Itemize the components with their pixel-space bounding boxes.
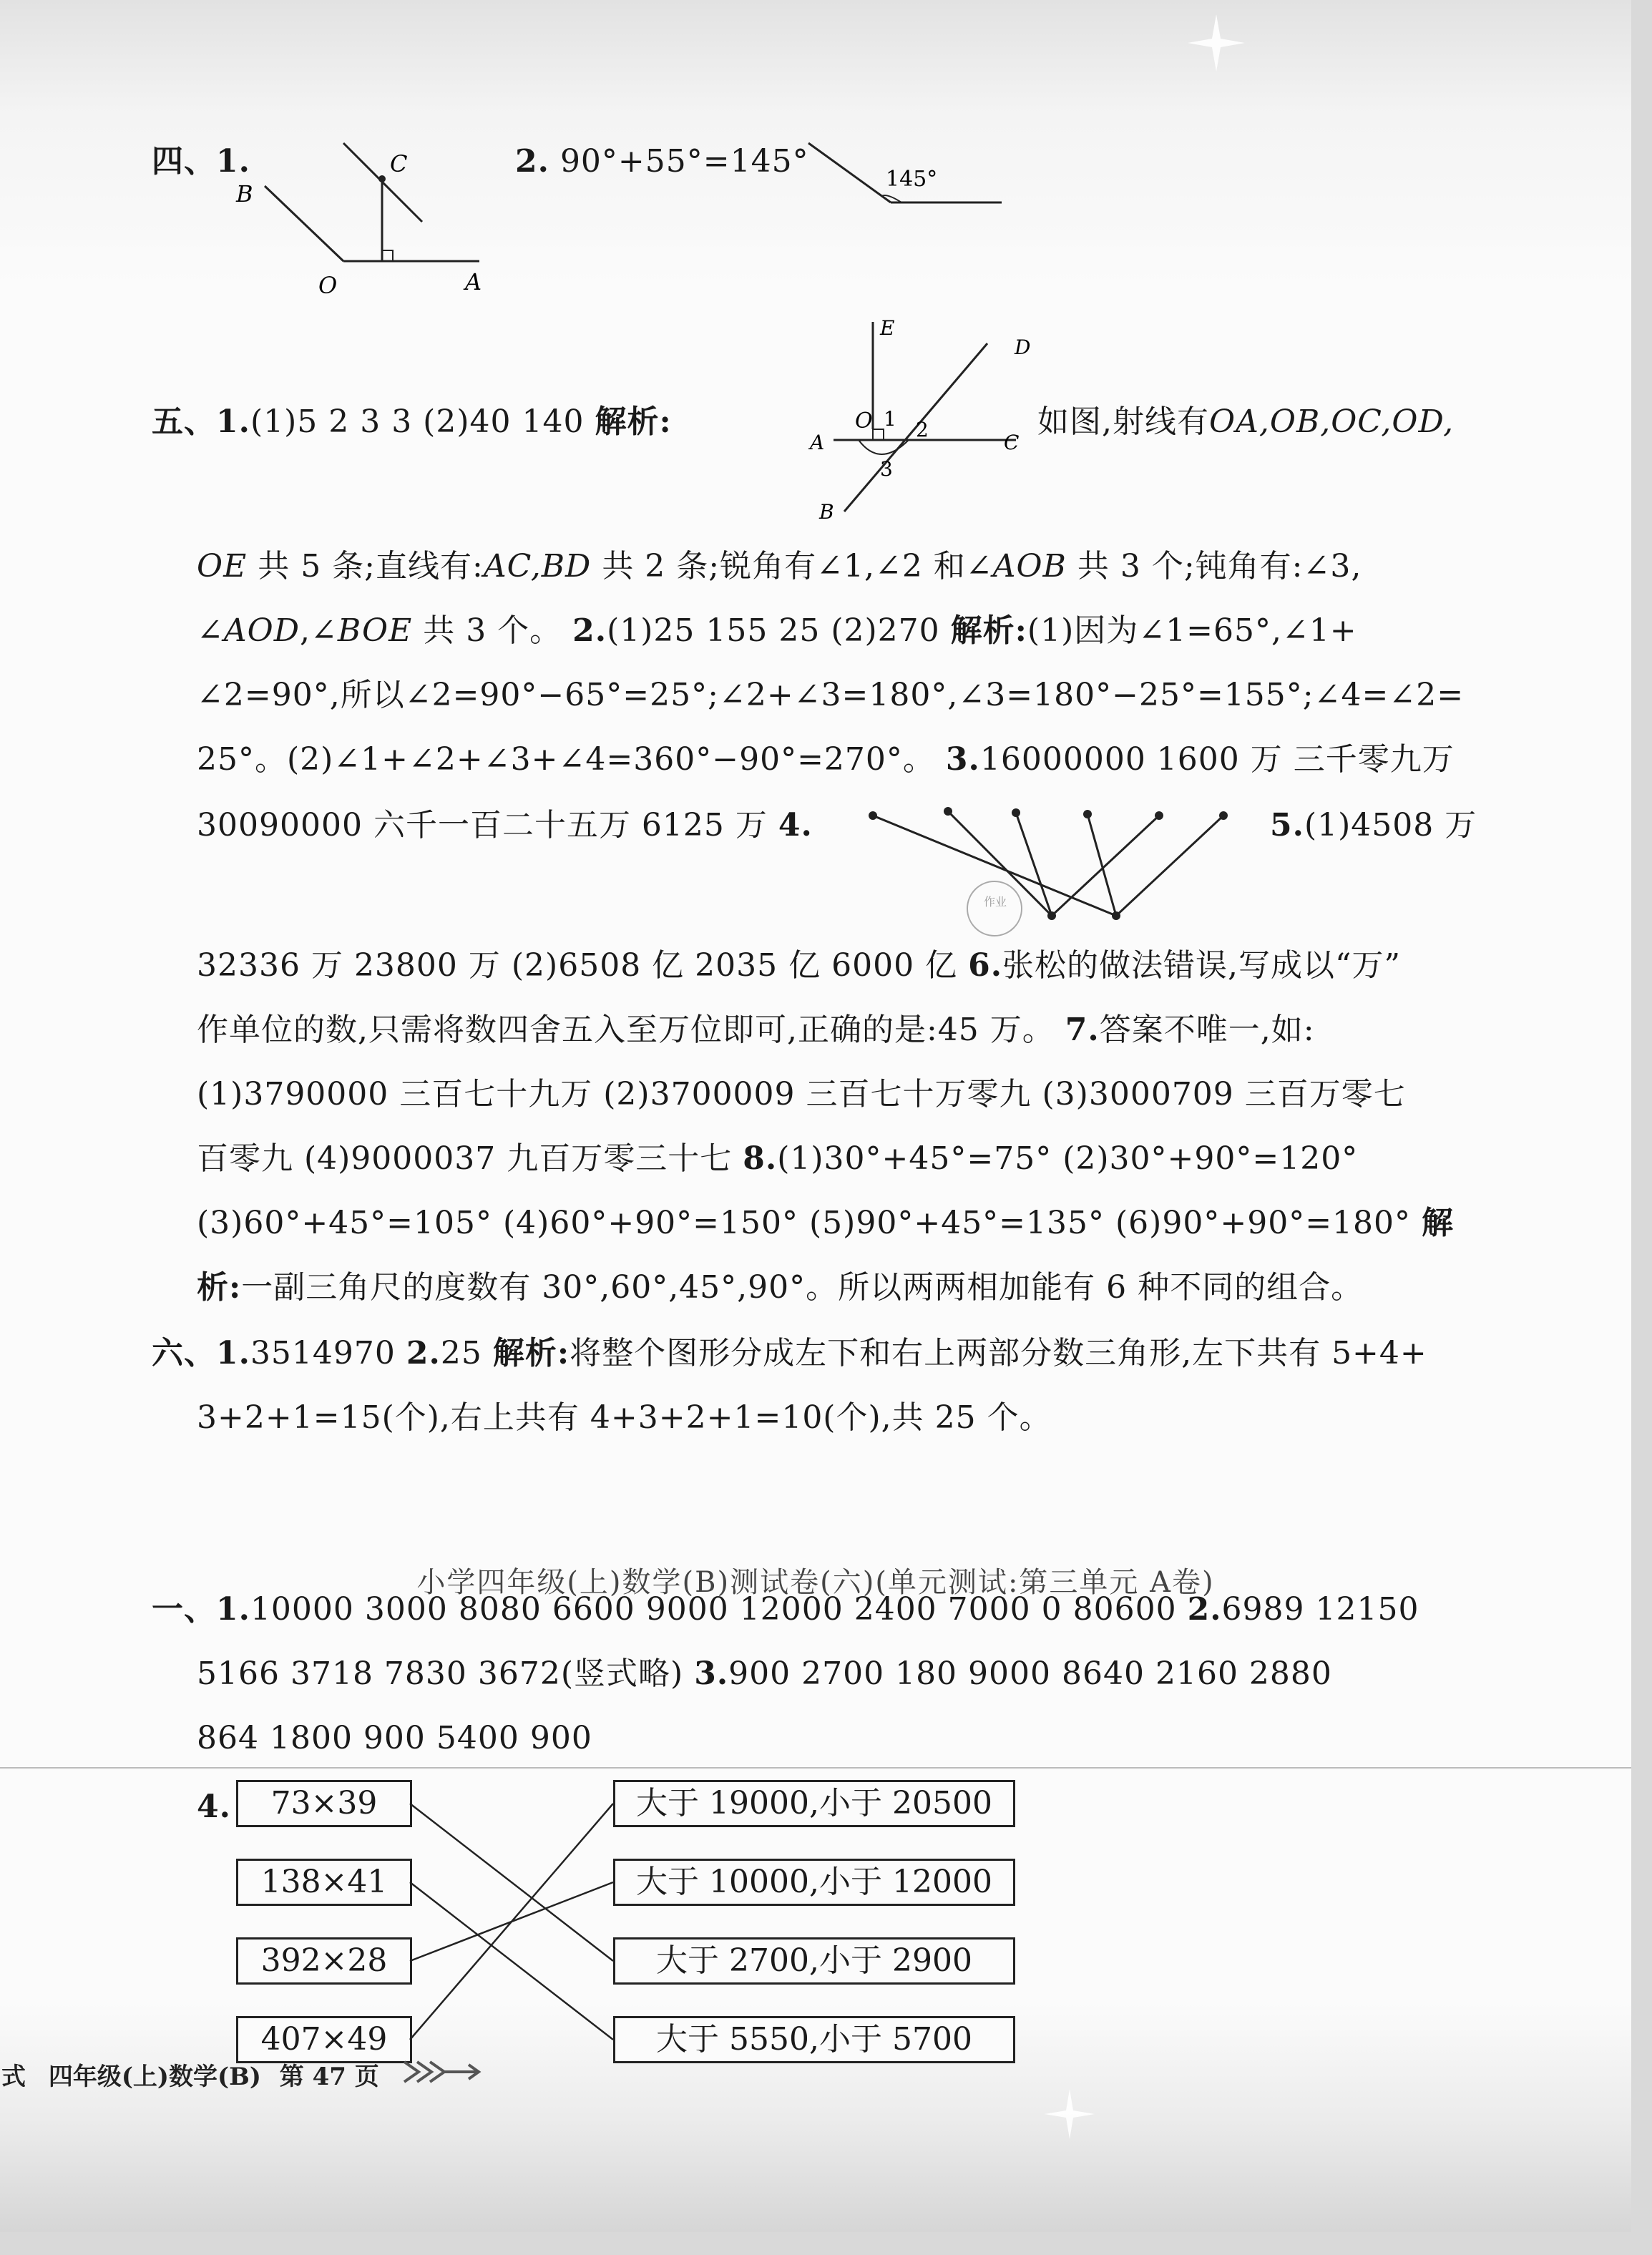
section-5-line4: ∠2=90°,所以∠2=90°−65°=25°;∠2+∠3=180°,∠3=180°−25°=155°;∠4=∠2= xyxy=(197,677,1465,713)
figure-145-angle xyxy=(801,136,1016,207)
figure-rays xyxy=(801,315,1045,522)
divider xyxy=(0,1767,1631,1769)
section-6-line2: 3+2+1=15(个),右上共有 4+3+2+1=10(个),共 25 个。 xyxy=(197,1399,1052,1436)
test-title: 小学四年级(上)数学(B)测试卷(六)(单元测试:第三单元 A卷) xyxy=(416,1566,1215,1599)
footer xyxy=(1,2057,379,2092)
label-C2: C xyxy=(1004,431,1020,454)
left-box-4: 407×49 xyxy=(236,2016,412,2063)
right-box-2: 大于 10000,小于 12000 xyxy=(613,1859,1015,1906)
left-box-2: 138×41 xyxy=(236,1859,412,1906)
section-5-line1: 五、1.(1)5 2 3 3 (2)40 140 解析: xyxy=(152,403,672,440)
part-1-line3: 864 1800 900 5400 900 xyxy=(197,1720,592,1756)
section-5-line10: 百零九 (4)9000037 九百万零三十七 8.(1)30°+45°=75° (2)30°+90°=120° xyxy=(197,1140,1359,1177)
footer-text: 四年级(上)数学(B) xyxy=(48,2063,261,2091)
label-C: C xyxy=(390,150,408,177)
right-box-3: 大于 2700,小于 2900 xyxy=(613,1937,1015,1985)
section-5-line5: 25°。(2)∠1+∠2+∠3+∠4=360°−90°=270°。 3.16000000 1600 万 三千零九万 xyxy=(197,741,1455,778)
section-5-line8: 作单位的数,只需将数四舍五入至万位即可,正确的是:45 万。 7.答案不唯一,如: xyxy=(197,1012,1315,1048)
figure-matching xyxy=(866,801,1252,966)
label-1: 1 xyxy=(884,407,896,431)
label-O2: O xyxy=(855,409,873,434)
section-5-line12: 析:一副三角尺的度数有 30°,60°,45°,90°。所以两两相加能有 6 种不同的组合。 xyxy=(197,1269,1364,1306)
label-E: E xyxy=(880,316,895,340)
part-1-q4-label: 4. xyxy=(197,1789,231,1825)
figure-perpendicular xyxy=(222,136,508,300)
section-5-line9: (1)3790000 三百七十九万 (2)3700009 三百七十万零九 (3)3000709 三百万零七 xyxy=(197,1076,1406,1112)
label-B: B xyxy=(236,180,253,207)
label-A: A xyxy=(465,268,482,295)
section-5-line11: (3)60°+45°=105° (4)60°+90°=150° (5)90°+45°=135° (6)90°+90°=180° 解 xyxy=(197,1205,1455,1241)
right-box-1: 大于 19000,小于 20500 xyxy=(613,1780,1015,1827)
sparkle-icon xyxy=(1188,14,1245,72)
matching-lines xyxy=(408,1780,615,2066)
section-5-line3: ∠AOD,∠BOE 共 3 个。 2.(1)25 155 25 (2)270 解析:(1)因为∠1=65°,∠1+ xyxy=(197,612,1357,649)
left-box-3: 392×28 xyxy=(236,1937,412,1985)
label-O: O xyxy=(318,272,338,299)
part-1-line2: 5166 3718 7830 3672(竖式略) 3.900 2700 180 9000 8640 2160 2880 xyxy=(197,1655,1332,1692)
label-A2: A xyxy=(810,431,825,454)
section-6-line1: 六、1.3514970 2.25 解析:将整个图形分成左下和右上两部分数三角形,左下共有 5+4+ xyxy=(152,1335,1427,1371)
part-1-line1: 一、1.10000 3000 8080 6600 9000 12000 2400 7000 0 80600 2.6989 12150 xyxy=(152,1591,1419,1628)
section-5-line6: 30090000 六千一百二十五万 6125 万 4. xyxy=(197,807,813,843)
left-box-1: 73×39 xyxy=(236,1780,412,1827)
section-4-q2: 2. 90°+55°=145° xyxy=(515,143,809,180)
section-5-line1b: 如图,射线有OA,OB,OC,OD, xyxy=(1037,403,1455,440)
right-box-4: 大于 5550,小于 5700 xyxy=(613,2016,1015,2063)
footer-prefix: 式 xyxy=(1,2063,26,2091)
label-B2: B xyxy=(819,500,834,524)
label-2: 2 xyxy=(916,418,929,441)
section-5-line2: OE 共 5 条;直线有:AC,BD 共 2 条;锐角有∠1,∠2 和∠AOB 共 3 个;钝角有:∠3, xyxy=(197,548,1362,584)
section-4-label: 四、1. xyxy=(152,143,250,180)
angle-145-label: 145° xyxy=(886,167,938,192)
section-5-line7: 32336 万 23800 万 (2)6508 亿 2035 亿 6000 亿 6.张松的做法错误,写成以“万” xyxy=(197,947,1401,984)
section-5-q5: 5.(1)4508 万 xyxy=(1270,807,1477,843)
label-D: D xyxy=(1015,336,1031,359)
footer-page: 第 47 页 xyxy=(279,2063,379,2091)
label-3: 3 xyxy=(880,457,893,481)
arrows-icon xyxy=(404,2059,483,2085)
stamp-text: 作业 xyxy=(984,895,1007,909)
sparkle-icon-2 xyxy=(1045,2089,1095,2139)
